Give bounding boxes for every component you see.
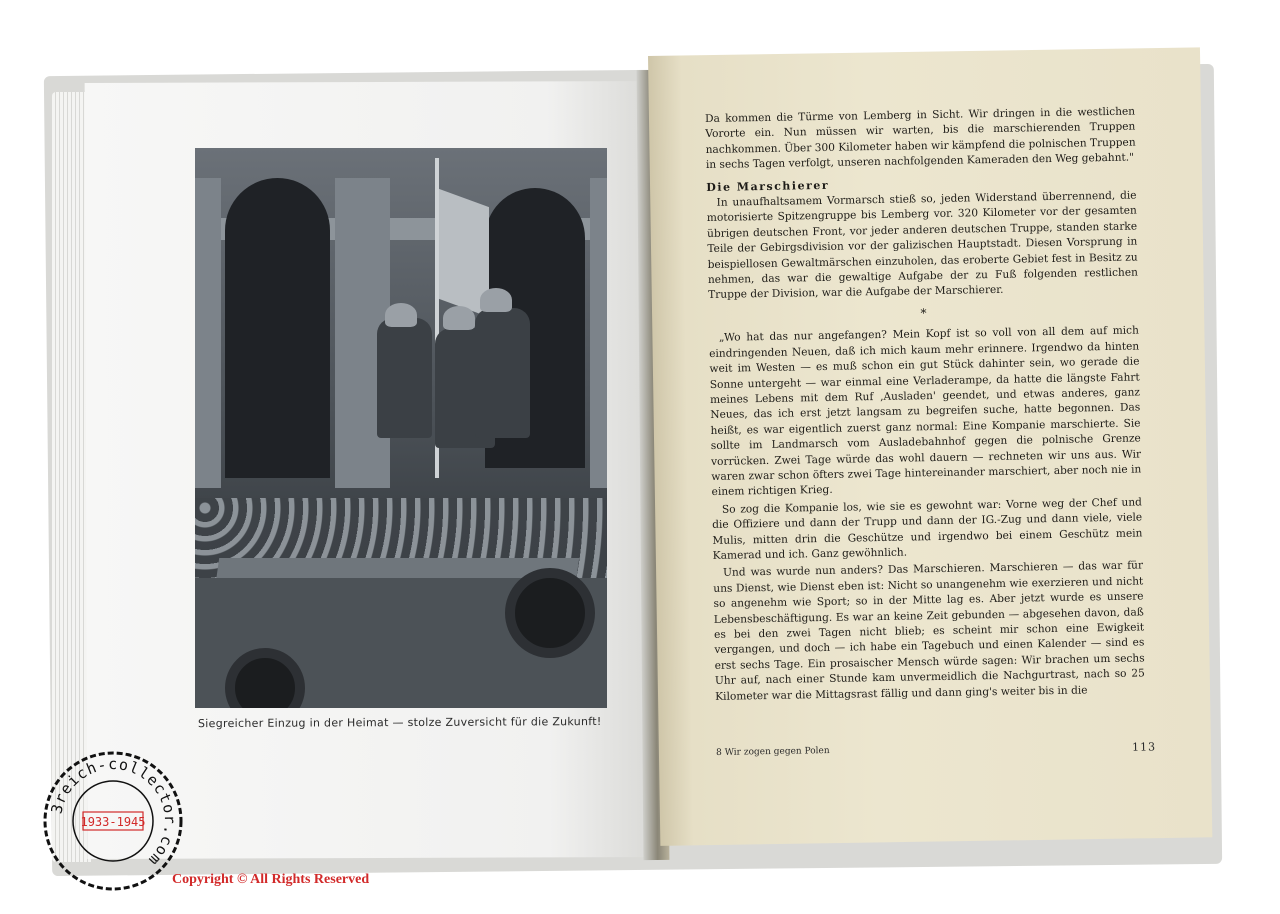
paragraph: So zog die Kompanie los, wie sie es gewohnt war: Vorne weg der Chef und die Offiziere und dann der Trupp und dann der IG.-Zug und dann viele, viele Mulis, mitten drin die Geschütze und irgendwo bei einem Geschütz mein Kamerad und ich. Ganz gewöhnlich. — [712, 496, 1143, 562]
paragraph: Und was wurde nun anders? Das Marschieren. Marschieren — das war für uns Dienst, wie Dienst eben ist: Nicht so unangenehm wie exerzieren und nicht so angenehm wie Sport; so in der Mitte lag es. Aber jetzt wurde es unsere Lebensbeschäftigung. Es war an keine Zeit gebunden — abgesehen davon, daß es bei den zwei Tagen nicht blieb; es scheint mir schon eine Ewigkeit vergangen, und doch — ich habe ein Tagebuch und einen Kalender — sind es erst sechs Tage. Ein prosaischer Mensch würde sagen: Wir brachen um sechs Uhr auf, nach einer Stunde kam unvermeidlich die Nachgurtrast, nach so 25 Kilometer war die Mittagsrast fällig und dann ging's weiter bis in die — [713, 559, 1145, 703]
stamp-years: 1933-1945 — [80, 815, 146, 829]
page-text — [705, 104, 1145, 706]
photo-caption: Siegreicher Einzug in der Heimat — stolze Zuversicht für die Zukunft! — [197, 715, 602, 731]
stamp-ring-text: 3reich-collector.com — [47, 754, 180, 870]
copyright-notice: Copyright © All Rights Reserved — [172, 872, 370, 887]
section-heading: Die Marschierer — [706, 178, 830, 194]
historic-photo — [195, 148, 607, 708]
watermark-stamp — [40, 748, 186, 894]
section-separator: * — [920, 306, 927, 321]
paragraph: Da kommen die Türme von Lemberg in Sicht. Wir dringen in die westlichen Vororte ein. Nun müssen wir warten, bis die marschierenden Truppen nachkommen. Über 300 Kilometer haben wir kämpfend die polnischen Truppen in sechs Tagen verfolgt, unseren nachfolgenden Kameraden den Weg gebahnt." — [705, 105, 1136, 172]
paragraph: „Wo hat das nur angefangen? Mein Kopf ist so voll von all dem auf mich eindringenden Neuen, daß ich mich kaum mehr erinnere. Irgendwo da hinten weit im Westen — es muß schon ein gut Stück dahinter sein, wo gerade die Sonne untergeht — war einmal eine Verladerampe, da hatte die längste Fahrt meines Lebens mit dem Ruf ‚Ausladen' geendet, und etwas anderes, ganz Neues, das ich erst jetzt langsam zu begreifen suche, hatte begonnen. Das heißt, es war eigentlich zuerst ganz normal: Eine Kompanie marschierte. Sie sollte im Landmarsch vom Ausladebahnhof gegen die polnische Grenze vorrücken. Zwei Tage würde das wohl dauern — rechneten wir uns aus. Wir waren zwar schon öfters zwei Tage hintereinander marschiert, aber noch nie in einem richtigen Krieg. — [709, 324, 1142, 499]
page-number: 113 — [1131, 740, 1157, 754]
footer-signature: 8 Wir zogen gegen Polen — [716, 746, 830, 758]
paragraph: In unaufhaltsamem Vormarsch stieß so, jeden Widerstand überrennend, die motorisierte Spitzengruppe bis Lemberg vor. 320 Kilometer vor der gesamten übrigen deutschen Front, vor jeder anderen deutschen Truppe, standen starke Teile der Gebirgsdivision vor der galizischen Hauptstadt. Diesen Vorsprung in beispiellosen Gewaltmärschen einzuholen, das eroberte Gebiet fest in Besitz zu nehmen, das war die gewaltige Aufgabe der zu Fuß folgenden restlichen Truppe der Division, war die Aufgabe der Marschierer. — [706, 189, 1138, 302]
